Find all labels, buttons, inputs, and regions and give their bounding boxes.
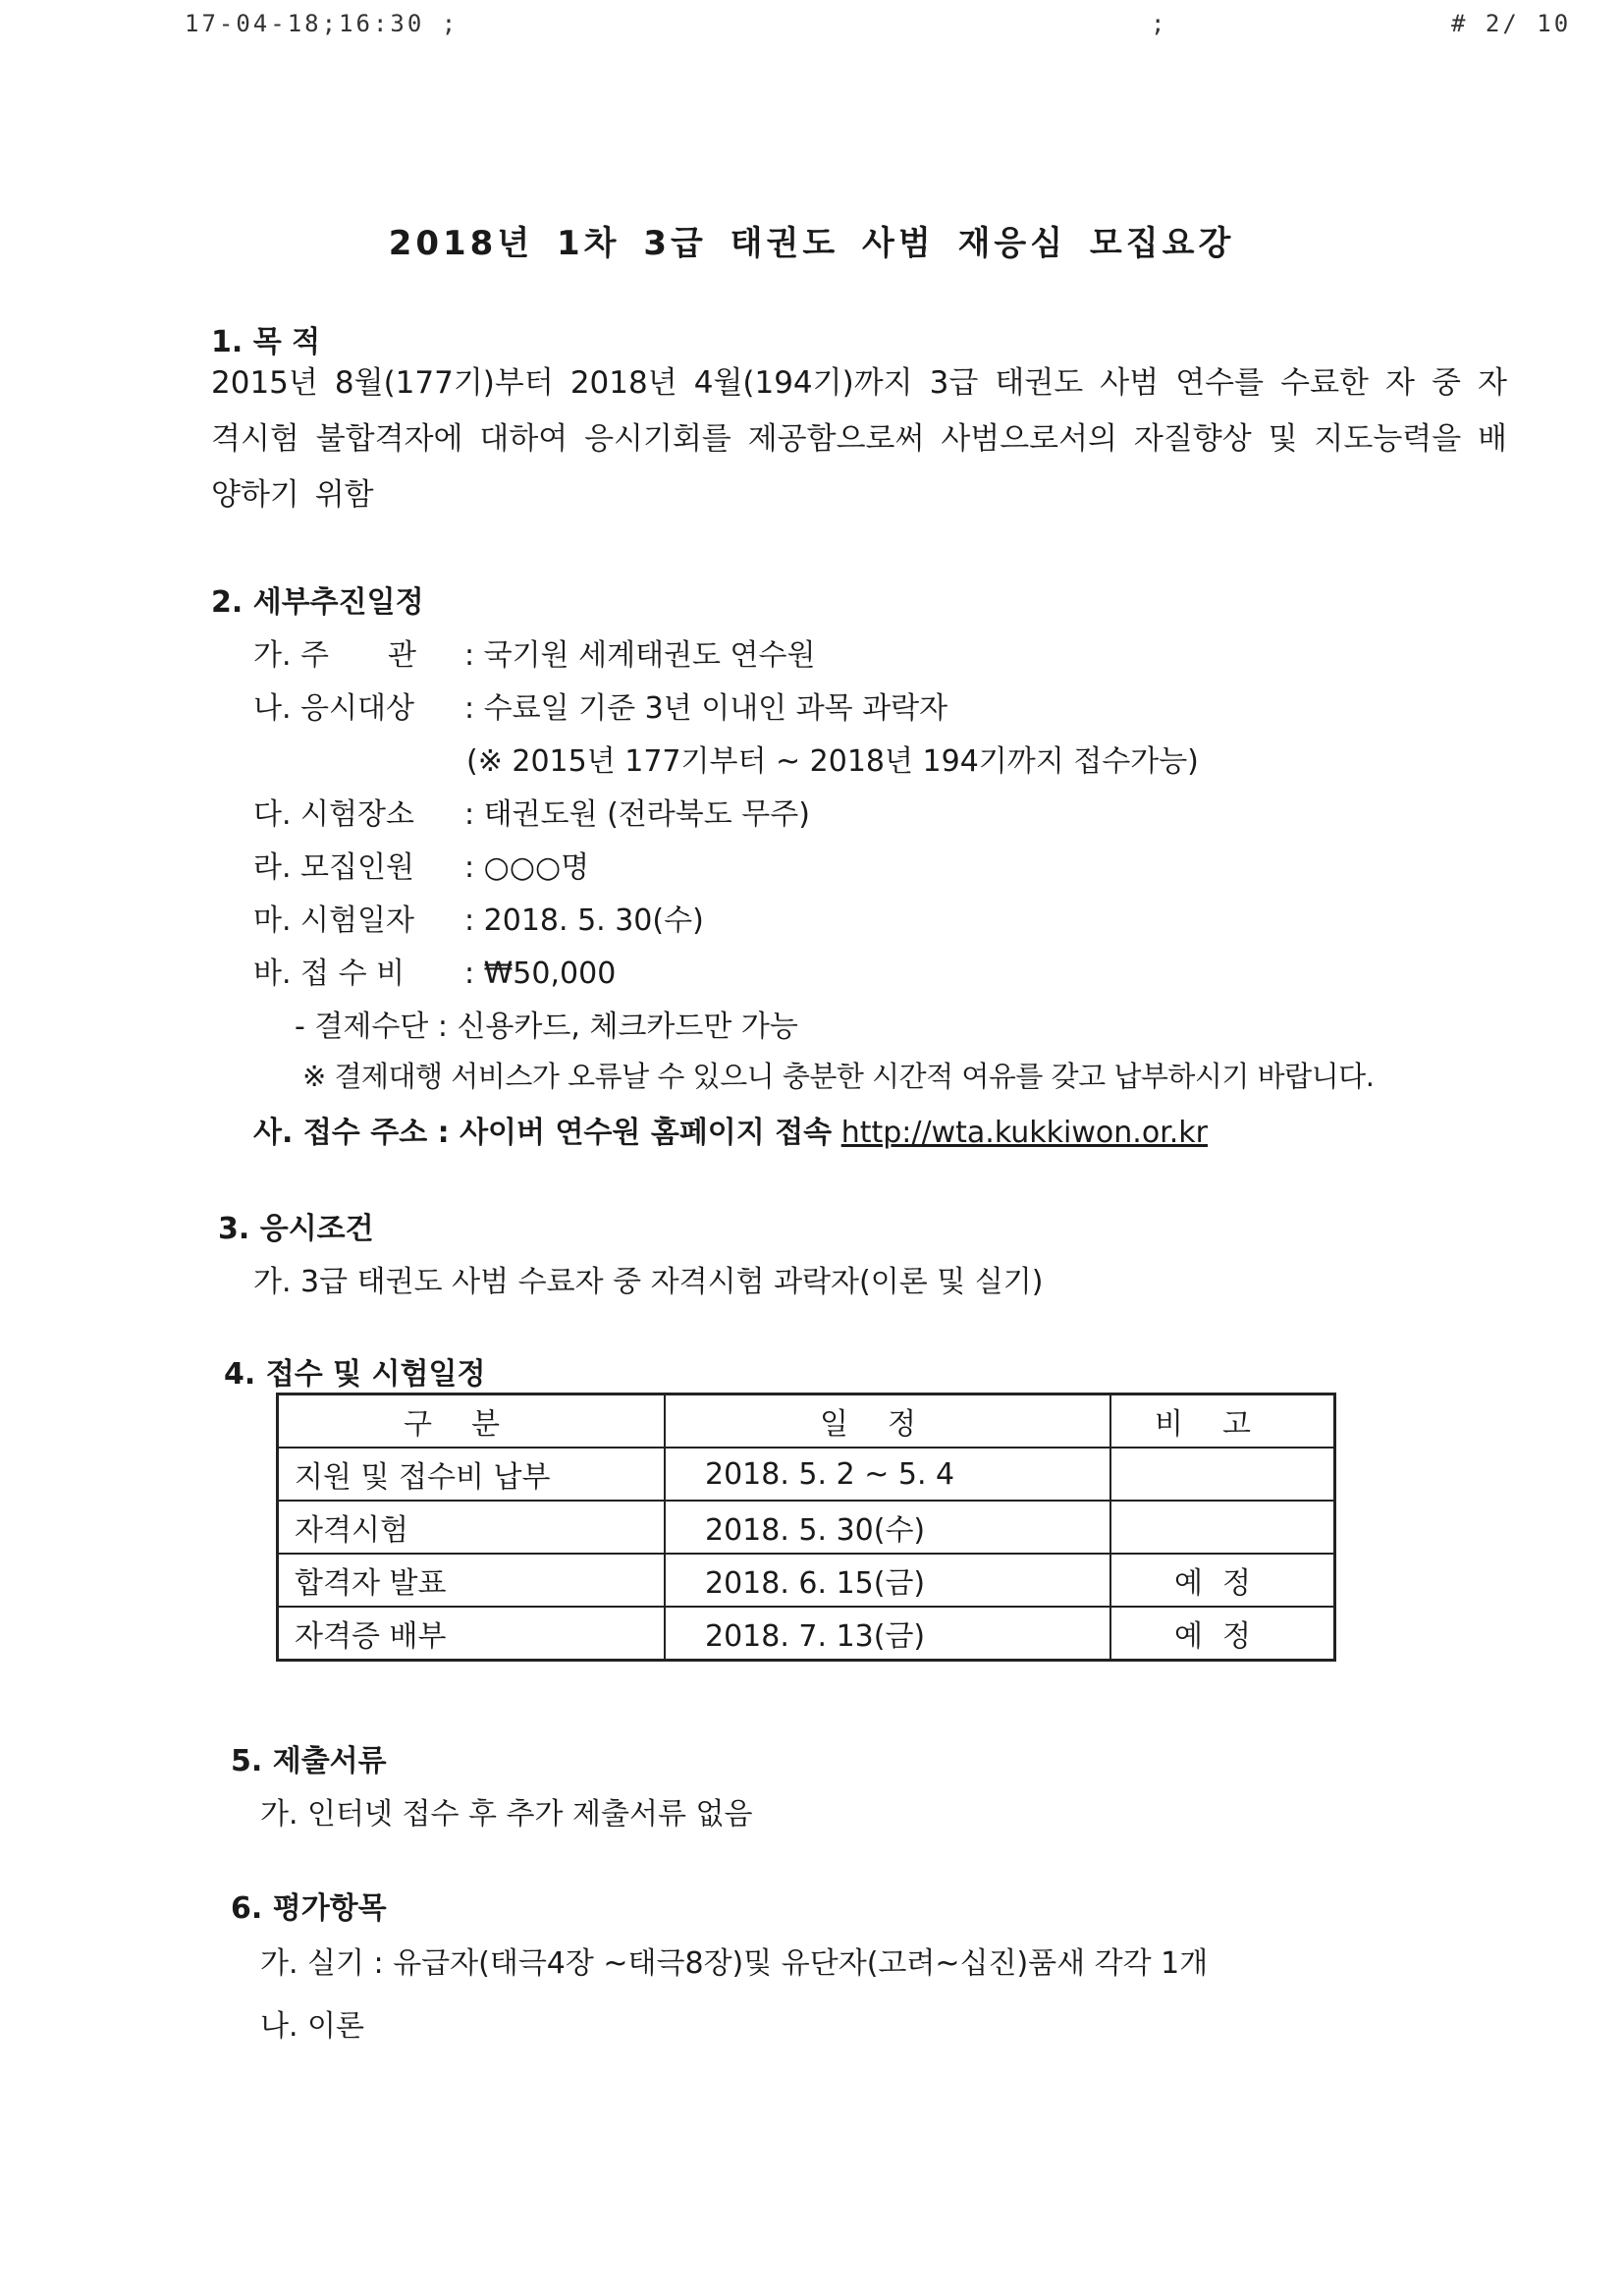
schedule-item-label: 나. 응시대상 (253, 691, 414, 726)
table-row (278, 1501, 1335, 1554)
schedule-item-value: : 2018. 5. 30(수) (464, 903, 704, 938)
schedule-item-value: : 국기원 세계태권도 연수원 (464, 638, 816, 673)
section-heading-evaluation: 6. 평가항목 (231, 1891, 387, 1926)
section-heading-eligibility: 3. 응시조건 (218, 1212, 374, 1246)
table-header-cell: 구분 (278, 1394, 666, 1449)
document-title: 2018년 1차 3급 태권도 사범 재응심 모집요강 (388, 224, 1235, 263)
table-cell-date: 2018. 5. 2 ~ 5. 4 (665, 1448, 1110, 1501)
schedule-item (253, 630, 816, 674)
documents-text: 가. 인터넷 접수 후 추가 제출서류 없음 (260, 1797, 753, 1831)
table-row (278, 1554, 1335, 1607)
schedule-item (253, 683, 947, 727)
table-cell-note: 예정 (1110, 1554, 1335, 1607)
table-cell-item: 자격증 배부 (278, 1607, 666, 1661)
section-heading-purpose: 1. 목 적 (211, 325, 321, 359)
schedule-item-value: : 수료일 기준 3년 이내인 과목 과락자 (464, 691, 948, 726)
schedule-item (253, 896, 704, 939)
fax-page-number: # 2/ 10 (1451, 10, 1572, 37)
table-cell-note: 예정 (1110, 1607, 1335, 1661)
table-header-cell: 비고 (1110, 1394, 1335, 1449)
schedule-table (276, 1393, 1336, 1662)
section-heading-documents: 5. 제출서류 (231, 1744, 387, 1778)
schedule-item-value: : 태권도원 (전라북도 무주) (464, 797, 810, 832)
table-row (278, 1607, 1335, 1661)
table-cell-note (1110, 1501, 1335, 1554)
schedule-item-note: (※ 2015년 177기부터 ~ 2018년 194기까지 접수가능) (466, 744, 1199, 779)
table-cell-item: 지원 및 접수비 납부 (278, 1448, 666, 1501)
schedule-item (253, 790, 810, 833)
table-cell-item: 자격시험 (278, 1501, 666, 1554)
evaluation-item: 가. 실기 : 유급자(태극4장 ~태극8장)및 유단자(고려~십진)품새 각각 1개 (260, 1946, 1209, 1981)
table-header-cell: 일정 (665, 1394, 1110, 1449)
schedule-item-label: 바. 접 수 비 (253, 957, 406, 991)
table-header-row (278, 1394, 1335, 1449)
table-row (278, 1448, 1335, 1501)
table-cell-item: 합격자 발표 (278, 1554, 666, 1607)
table-cell-date: 2018. 7. 13(금) (665, 1607, 1110, 1661)
table-cell-note (1110, 1448, 1335, 1501)
eligibility-text: 가. 3급 태권도 사범 수료자 중 자격시험 과락자(이론 및 실기) (253, 1265, 1044, 1299)
fax-header (0, 10, 1623, 49)
table-cell-date: 2018. 5. 30(수) (665, 1501, 1110, 1554)
fax-timestamp: 17-04-18;16:30 ; (185, 10, 460, 37)
application-address-label: 사. 접수 주소 : 사이버 연수원 홈페이지 접속 (253, 1116, 833, 1150)
schedule-item (253, 843, 589, 886)
payment-method: - 결제수단 : 신용카드, 체크카드만 가능 (295, 1010, 798, 1044)
schedule-item-label: 가. 주 관 (253, 638, 417, 673)
payment-notice: ※ 결제대행 서비스가 오류날 수 있으니 충분한 시간적 여유를 갖고 납부하시기 바랍니다. (302, 1060, 1375, 1093)
schedule-item-label: 마. 시험일자 (253, 903, 414, 938)
application-address (253, 1108, 1208, 1151)
schedule-item-value: : ○○○명 (464, 850, 590, 885)
application-url-link[interactable]: http://wta.kukkiwon.or.kr (840, 1116, 1209, 1150)
evaluation-item: 나. 이론 (260, 2009, 365, 2044)
purpose-text: 2015년 8월(177기)부터 2018년 4월(194기)까지 3급 태권도 사범 연수를 수료한 자 중 자격시험 불합격자에 대하여 응시기회를 제공함으로써 사범으로서의 자질향상 및 지도능력을 배양하기 위함 (211, 365, 1507, 513)
table-cell-date: 2018. 6. 15(금) (665, 1554, 1110, 1607)
schedule-item-label: 라. 모집인원 (253, 850, 414, 885)
section-heading-timeline: 4. 접수 및 시험일정 (224, 1357, 486, 1392)
section-heading-schedule: 2. 세부추진일정 (211, 585, 424, 620)
schedule-item-label: 다. 시험장소 (253, 797, 414, 832)
fax-separator: ; (1151, 10, 1168, 37)
schedule-item-value: : ₩50,000 (464, 957, 617, 991)
schedule-item (253, 949, 616, 992)
